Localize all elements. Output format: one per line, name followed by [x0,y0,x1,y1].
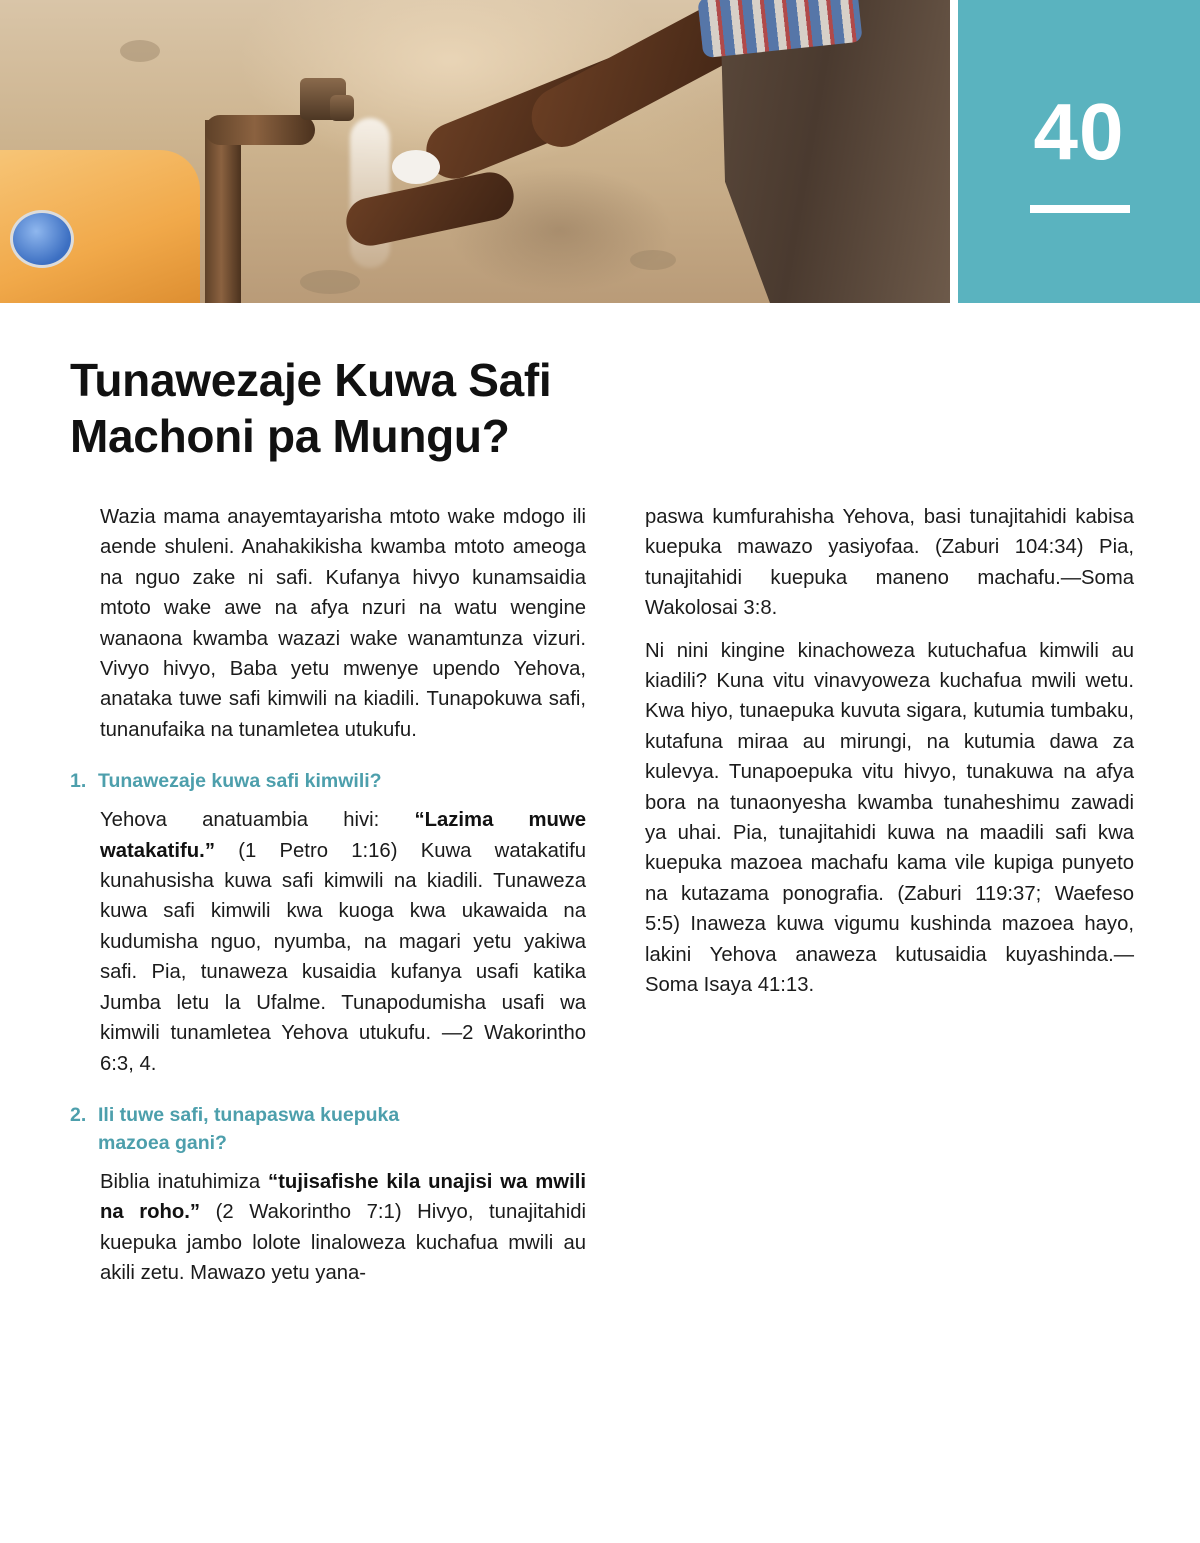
section-1-paragraph [70,805,586,1079]
right-column [645,502,1134,1013]
soap [392,150,440,184]
question-1 [70,767,586,795]
lesson-number-block [958,0,1200,303]
section-1-text-pre: Yehova anatuambia hivi: [100,809,415,832]
section-1-text-post: (1 Petro 1:16) Kuwa watakatifu kunahusisha kuwa safi kimwili na kiadili. Tunaweza kuwa safi kimwili kwa kuoga kwa ukawaida na kudumisha nguo, nyumba, na magari yetu yakiwa safi. Pia, tunaweza kusaidia kufanya usafi katika Jumba letu la Ufalme. Tunapodumisha usafi wa kimwili tunamletea Yehova utukufu. —2 Wakorintho 6:3, 4. [100,839,586,1075]
question-2-text: Ili tuwe safi, tunapaswa kuepuka mazoea gani? [98,1103,400,1154]
section-2-paragraph [70,1167,586,1289]
question-1-text: Tunawezaje kuwa safi kimwili? [98,770,382,793]
section-2-text-post: (2 Wakorintho 7:1) Hivyo, tunajitahidi kuepuka jambo lolote linaloweza kuchafua mwili au akili zetu. Mawazo yetu yana- [100,1201,587,1285]
lesson-number: 40 [1033,87,1125,176]
section-2-text-pre: Biblia inatuhimiza [100,1170,269,1193]
hero-image [0,0,950,303]
question-1-number: 1. [70,770,87,793]
lesson-number-underline [1030,205,1130,213]
section-2-quote: “tujisafishe kila unajisi wa mwili na roho.” [100,1170,586,1224]
section-2-continued-paragraph: paswa kumfurahisha Yehova, basi tunajitahidi kabisa kuepuka mawazo yasiyofaa. (Zaburi 104:34) Pia, tunajitahidi kuepuka maneno machafu.—Soma Wakolosai 3:8. [645,506,1134,620]
question-2-number: 2. [70,1103,87,1126]
section-1-quote: “Lazima muwe watakatifu.” [100,809,587,862]
page-title: Tunawezaje Kuwa Safi Machoni pa Mungu? [70,354,552,462]
question-2 [70,1101,586,1157]
left-column [70,502,586,1303]
section-2-paragraph-2: Ni nini kingine kinachoweza kutuchafua kimwili au kiadili? Kuna vitu vinavyoweza kuchafua mwili wetu. Kwa hiyo, tunaepuka kuvuta sigara, kutumia tumbaku, kutafuna miraa au mirungi, na kutumia dawa za kulevya. Tunapoepuka vitu hivyo, tunakuwa na afya bora na tunaonyesha kwamba tunaheshimu zawadi ya uhai. Pia, tunajitahidi kuwa na maadili safi kwa kuepuka mazoea machafu kama vile kupiga punyeto na kutazama ponografia. (Zaburi 119:37; Waefeso 5:5) Inaweza kuwa vigumu kushinda mazoea hayo, lakini Yehova anaweza kutusaidia kuyashinda.—Soma Isaya 41:13. [645,639,1134,997]
jerrycan-cap [10,210,74,268]
intro-paragraph: Wazia mama anayemtayarisha mtoto wake mdogo ili aende shuleni. Anahakikisha kwamba mtoto ameoga na nguo zake ni safi. Kufanya hivyo kunamsaidia mtoto wake awe na afya nzuri na watu wengine wanaona kwamba wazazi wake wanamtunza vizuri. Vivyo hivyo, Baba yetu mwenye upendo Yehova, anataka tuwe safi kimwili na kiadili. Tunapokuwa safi, tunanufaika na tunamletea utukufu. [100,506,586,741]
